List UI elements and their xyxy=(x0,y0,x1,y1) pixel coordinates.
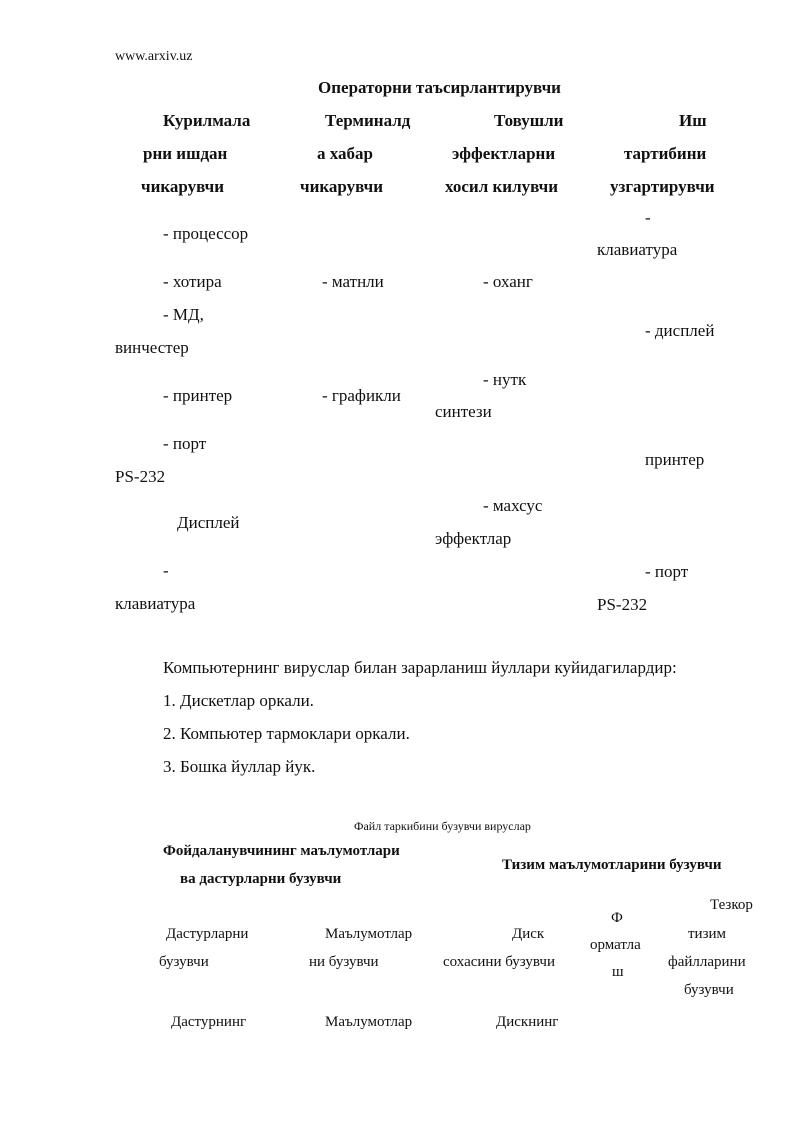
item-special-cont: эффектлар xyxy=(435,529,512,548)
item-printer: - принтер xyxy=(163,386,233,405)
item-special: - махсус xyxy=(483,496,543,515)
list-item: 3. Бошка йуллар йук. xyxy=(163,757,316,776)
node-data: Маълумотлар xyxy=(325,926,413,942)
node-data-2: Маълумотлар xyxy=(325,1014,413,1030)
item-graphic: - графикли xyxy=(322,386,401,405)
list-item: 1. Дискетлар оркали. xyxy=(163,691,314,710)
node-programs-cont: бузувчи xyxy=(159,954,209,970)
item-port-2-cont: PS-232 xyxy=(597,595,648,614)
node-ram-cont2: файлларини xyxy=(668,954,746,970)
item-md-cont: винчестер xyxy=(115,338,189,357)
item-processor: - процессор xyxy=(163,224,249,243)
node-programs: Дастурларни xyxy=(166,926,249,942)
diagram2-title: Файл таркибини бузувчи вируслар xyxy=(354,819,531,833)
node-format: Ф xyxy=(611,910,623,926)
item-display-2: - дисплей xyxy=(645,321,715,340)
item-printer-2: принтер xyxy=(645,450,705,469)
node-disk: Диск xyxy=(512,926,545,942)
item-port: - порт xyxy=(163,434,207,453)
item-text: - матнли xyxy=(322,272,384,291)
item-port-2: - порт xyxy=(645,562,689,581)
list-item: 2. Компьютер тармоклари оркали. xyxy=(163,724,410,743)
node-programs-2: Дастурнинг xyxy=(171,1014,247,1030)
node-disk-2: Дискнинг xyxy=(496,1014,559,1030)
node-disk-cont: сохасини бузувчи xyxy=(443,954,555,970)
item-speech: - нутк xyxy=(483,370,527,389)
item-keyboard-2: - xyxy=(645,208,651,227)
diagram2-left-header-cont: ва дастурларни бузувчи xyxy=(180,871,342,887)
item-display: Дисплей xyxy=(177,513,240,532)
item-keyboard: - xyxy=(163,561,169,580)
node-data-cont: ни бузувчи xyxy=(309,954,379,970)
item-keyboard-2-cont: клавиатура xyxy=(597,240,678,259)
diagram2-right-header: Тизим маълумотларини бузувчи xyxy=(502,857,722,873)
node-format-cont: орматла xyxy=(590,937,641,953)
item-memory: - хотира xyxy=(163,272,222,291)
node-ram: Тезкор xyxy=(710,897,753,913)
item-speech-cont: синтези xyxy=(435,402,492,421)
node-ram-cont3: бузувчи xyxy=(684,982,734,998)
node-ram-cont: тизим xyxy=(688,926,727,942)
item-melody: - оханг xyxy=(483,272,533,291)
item-port-cont: PS-232 xyxy=(115,467,166,486)
item-md: - МД, xyxy=(163,305,204,324)
paragraph-intro: Компьютернинг вируслар билан зарарланиш йуллари куйидагилардир: xyxy=(163,658,677,677)
node-format-cont2: ш xyxy=(612,964,624,980)
item-keyboard-cont: клавиатура xyxy=(115,594,196,613)
diagram1-title: Операторни таъсирлантирувчи xyxy=(318,78,561,97)
diagram2-left-header: Фойдаланувчининг маълумотлари xyxy=(163,843,400,859)
site-url: www.arxiv.uz xyxy=(115,49,193,64)
